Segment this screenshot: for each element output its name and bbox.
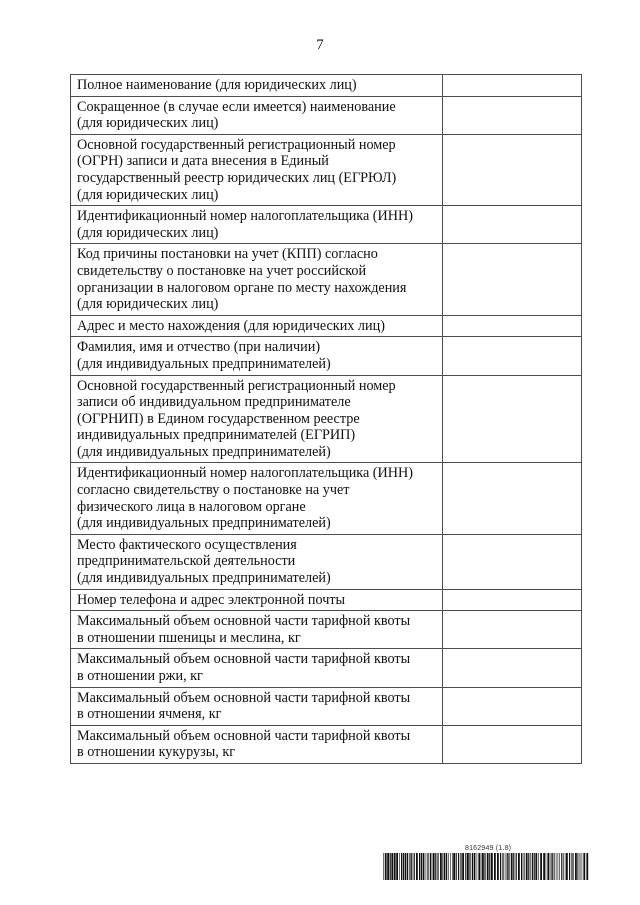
document-code: 8162949 (1.8) [465,845,512,852]
table-row [71,687,582,725]
field-value-cell[interactable] [443,534,582,589]
field-label: Идентификационный номер налогоплательщика (ИНН) (для юридических лиц) [71,206,443,244]
table-row [71,315,582,337]
field-value-cell[interactable] [443,649,582,687]
field-value-cell[interactable] [443,337,582,375]
table-row [71,725,582,763]
table-row [71,534,582,589]
field-label: Максимальный объем основной части тарифной квоты в отношении пшеницы и меслина, кг [71,611,443,649]
field-value-cell[interactable] [443,206,582,244]
field-label: Полное наименование (для юридических лиц) [71,75,443,97]
field-label: Основной государственный регистрационный номер записи об индивидуальном предпринимателе (ОГРНИП) в Едином государственном реестре индивидуальных предпринимателей (ЕГРИП) (для индивидуальных предпринимателей) [71,375,443,463]
field-label: Максимальный объем основной части тарифной квоты в отношении ржи, кг [71,649,443,687]
field-label: Адрес и место нахождения (для юридических лиц) [71,315,443,337]
table-row [71,463,582,534]
table-row [71,244,582,315]
table-row [71,611,582,649]
field-value-cell[interactable] [443,611,582,649]
table-row [71,134,582,205]
table-row [71,337,582,375]
table-row [71,649,582,687]
field-label: Сокращенное (в случае если имеется) наименование (для юридических лиц) [71,96,443,134]
field-value-cell[interactable] [443,463,582,534]
field-value-cell[interactable] [443,589,582,611]
field-label: Место фактического осуществления предпринимательской деятельности (для индивидуальных предпринимателей) [71,534,443,589]
barcode-image [383,853,589,880]
table-row [71,75,582,97]
field-label: Фамилия, имя и отчество (при наличии) (для индивидуальных предпринимателей) [71,337,443,375]
field-label: Максимальный объем основной части тарифной квоты в отношении ячменя, кг [71,687,443,725]
field-value-cell[interactable] [443,725,582,763]
field-value-cell[interactable] [443,96,582,134]
table-row [71,375,582,463]
page-number: 7 [316,37,324,53]
field-label: Максимальный объем основной части тарифной квоты в отношении кукурузы, кг [71,725,443,763]
field-label: Код причины постановки на учет (КПП) согласно свидетельству о постановке на учет российской организации в налоговом органе по месту нахождения (для юридических лиц) [71,244,443,315]
field-value-cell[interactable] [443,375,582,463]
field-value-cell[interactable] [443,244,582,315]
field-label: Номер телефона и адрес электронной почты [71,589,443,611]
field-value-cell[interactable] [443,134,582,205]
table-row [71,206,582,244]
table-row [71,589,582,611]
field-value-cell[interactable] [443,315,582,337]
field-label: Идентификационный номер налогоплательщика (ИНН) согласно свидетельству о постановке на учет физического лица в налоговом органе (для индивидуальных предпринимателей) [71,463,443,534]
field-value-cell[interactable] [443,687,582,725]
field-value-cell[interactable] [443,75,582,97]
table-row [71,96,582,134]
field-label: Основной государственный регистрационный номер (ОГРН) записи и дата внесения в Единый государственный реестр юридических лиц (ЕГРЮЛ) (для юридических лиц) [71,134,443,205]
applicant-info-table [70,74,582,764]
